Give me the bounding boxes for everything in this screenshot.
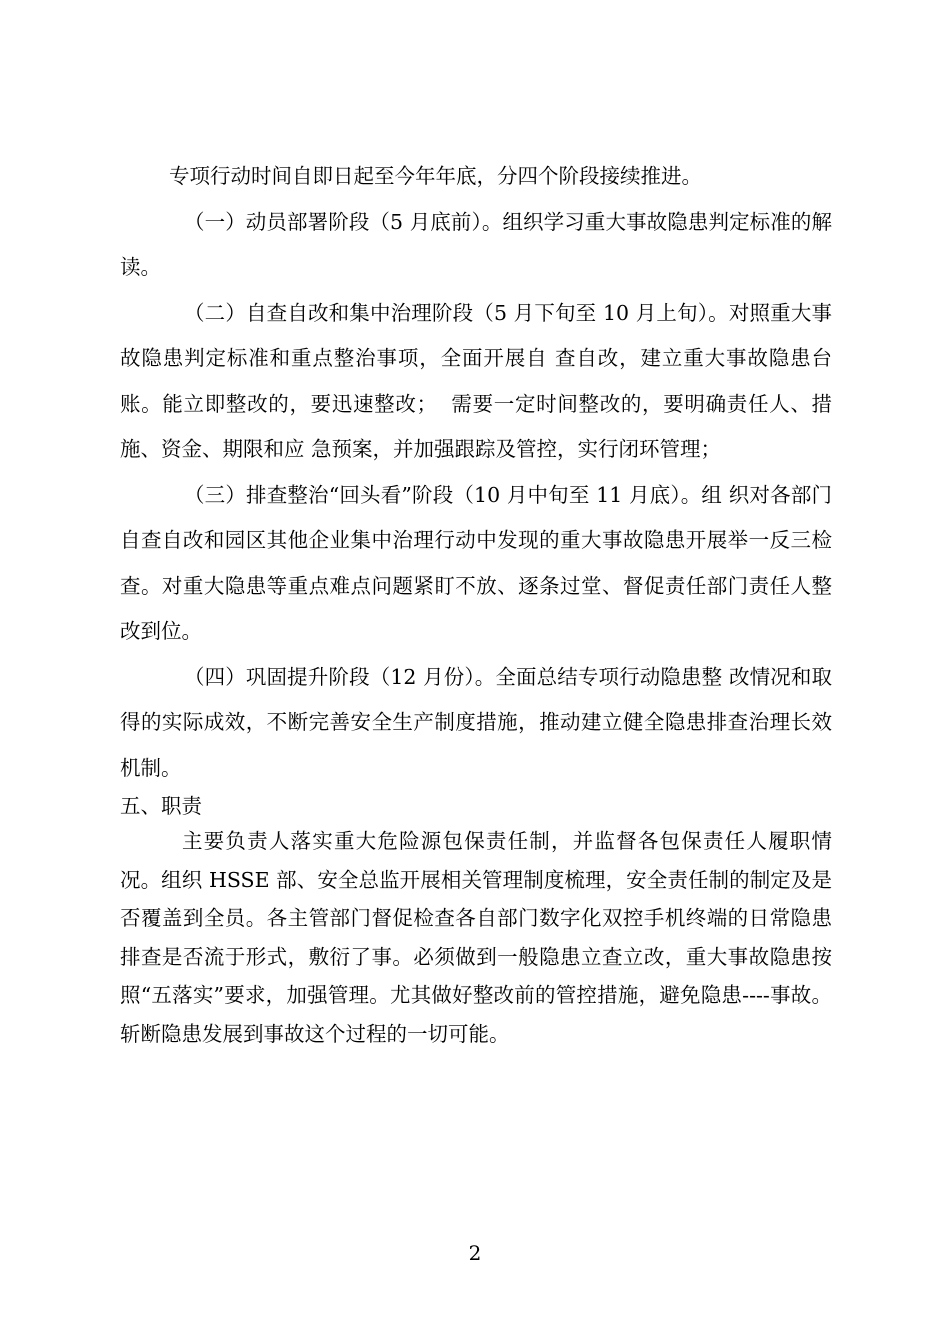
phase-4-paragraph: （四）巩固提升阶段（12 月份）。全面总结专项行动隐患整 改情况和取得的实际成效，不断完善安全生产制度措施，推动建立健全隐患排查治理长效机制。 (120, 664, 832, 780)
intro-paragraph: 专项行动时间自即日起至今年年底，分四个阶段接续推进。 (169, 164, 702, 188)
page-number: 2 (468, 1241, 482, 1265)
duties-paragraph: 主要负责人落实重大危险源包保责任制，并监督各包保责任人履职情况。组织 HSSE 部、安全总监开展相关管理制度梳理，安全责任制的制定及是否覆盖到全员。各主管部门督促检查各自部门数字化双控手机终端的日常隐患排查是否流于形式，敷衍了事。必须做到一般隐患立查立改，重大事故隐患按照“五落实”要求，加强管理。尤其做好整改前的管控措施，避免隐患----事故。斩断隐患发展到事故这个过程的一切可能。 (120, 829, 832, 1046)
phase-2-paragraph: （二）自查自改和集中治理阶段（5 月下旬至 10 月上旬）。对照重大事故隐患判定标准和重点整治事项，全面开展自 查自改，建立重大事故隐患台账。能立即整改的，要迅速整改； 需要一定时间整改的，要明确责任人、措施、资金、期限和应 急预案，并加强跟踪及管控，实行闭环管理； (120, 300, 832, 461)
document-body (120, 154, 832, 1054)
phase-3-paragraph: （三）排查整治“回头看”阶段（10 月中旬至 11 月底）。组 织对各部门自查自改和园区其他企业集中治理行动中发现的重大事故隐患开展举一反三检查。对重大隐患等重点难点问题紧盯不放、逐条过堂、督促责任部门责任人整改到位。 (120, 482, 832, 643)
phase-1-paragraph: （一）动员部署阶段（5 月底前）。组织学习重大事故隐患判定标准的解读。 (120, 209, 832, 279)
section-heading-duties: 五、职责 (120, 794, 202, 818)
